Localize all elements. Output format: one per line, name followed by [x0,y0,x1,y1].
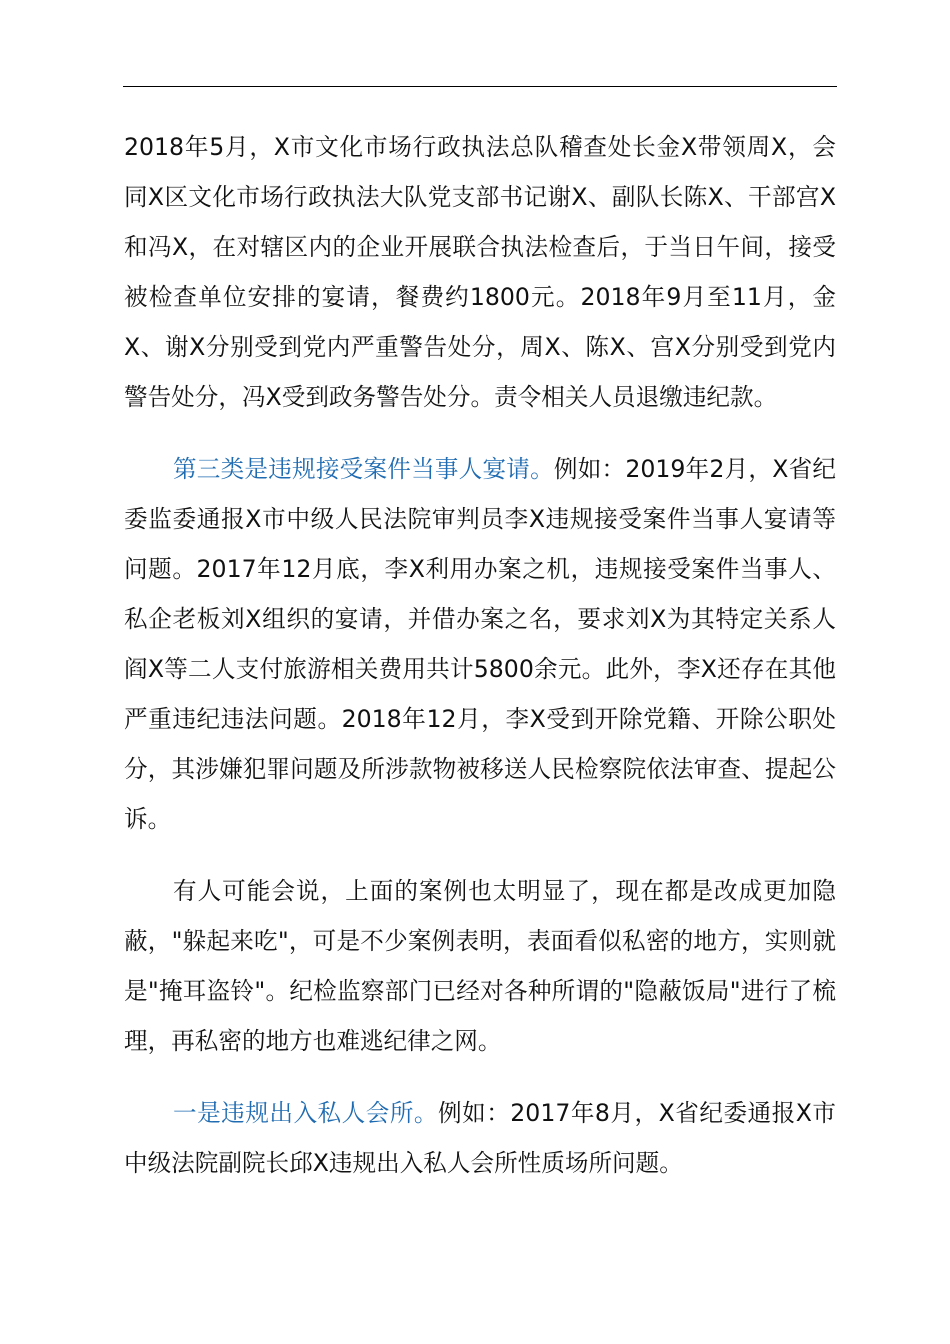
paragraph-body: 例如：2017年8月，X省纪委通报X市中级法院副院长邱X违规出入私人会所性质场所问题。 [124,1099,836,1177]
paragraph-hidden-dining [124,866,836,1066]
paragraph-body: 有人可能会说，上面的案例也太明显了，现在都是改成更加隐蔽，"躲起来吃"，可是不少案例表明，表面看似私密的地方，实则就是"掩耳盗铃"。纪检监察部门已经对各种所谓的"隐蔽饭局"进行了梳理，再私密的地方也难逃纪律之网。 [124,877,836,1055]
header-rule [123,86,837,87]
document-body [124,122,836,1188]
paragraph-case-culture-market [124,122,836,422]
paragraph-body: 例如：2019年2月，X省纪委监委通报X市中级人民法院审判员李X违规接受案件当事人宴请等问题。2017年12月底，李X利用办案之机，违规接受案件当事人、私企老板刘X组织的宴请，并借办案之名，要求刘X为其特定关系人阎X等二人支付旅游相关费用共计5800余元。此外，李X还存在其他严重违纪违法问题。2018年12月，李X受到开除党籍、开除公职处分，其涉嫌犯罪问题及所涉款物被移送人民检察院依法审查、提起公诉。 [124,455,837,833]
category-heading: 第三类是违规接受案件当事人宴请。 [173,455,554,483]
category-heading: 一是违规出入私人会所。 [173,1099,439,1127]
paragraph-category-three [124,444,836,844]
paragraph-body: 2018年5月，X市文化市场行政执法总队稽查处长金X带领周X，会同X区文化市场行政执法大队党支部书记谢X、副队长陈X、干部宫X和冯X，在对辖区内的企业开展联合执法检查后，于当日午间，接受被检查单位安排的宴请，餐费约1800元。2018年9月至11月，金X、谢X分别受到党内严重警告处分，周X、陈X、宫X分别受到党内警告处分，冯X受到政务警告处分。责令相关人员退缴违纪款。 [124,133,836,411]
paragraph-private-club [124,1088,836,1188]
